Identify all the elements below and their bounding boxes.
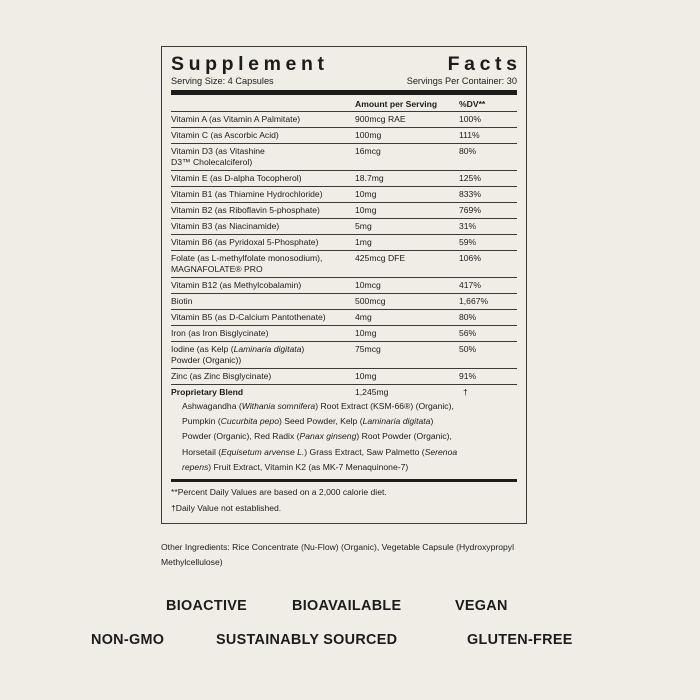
ingredient-line: Ashwagandha (Withania somnifera) Root Extract (KSM-66®) (Organic), — [182, 401, 454, 411]
nutrient-amount: 10mg — [355, 371, 377, 381]
proprietary-blend-header — [171, 387, 517, 398]
serving-size: Serving Size: 4 Capsules — [171, 76, 274, 86]
servings-per-container: Servings Per Container: 30 — [406, 76, 517, 86]
nutrient-amount: 900mcg RAE — [355, 114, 406, 124]
ingredient-line: Pumpkin (Cucurbita pepo) Seed Powder, Kelp (Laminaria digitata) — [182, 416, 434, 427]
table-row — [171, 235, 517, 251]
title-right: Facts — [447, 53, 522, 75]
footnote-dv: **Percent Daily Values are based on a 2,000 calorie diet. — [171, 487, 387, 498]
nutrient-name-line2: MAGNAFOLATE® PRO — [171, 264, 263, 274]
nutrient-amount: 10mcg — [355, 280, 381, 290]
table-row — [171, 219, 517, 235]
nutrient-amount: 10mg — [355, 189, 377, 199]
nutrient-dv: 100% — [459, 114, 481, 124]
nutrient-name: Vitamin B5 (as D-Calcium Pantothenate) — [171, 312, 326, 322]
title-left: Supplement — [171, 53, 329, 75]
nutrient-dv: 111% — [459, 130, 480, 140]
proprietary-blend — [171, 385, 517, 482]
nutrient-amount: 4mg — [355, 312, 372, 322]
nutrient-name-line1: Folate (as L-methylfolate monosodium), — [171, 253, 323, 263]
table-row — [171, 112, 517, 128]
nutrient-dv: 833% — [459, 189, 481, 199]
other-ingredients: Other Ingredients: Rice Concentrate (Nu-Flow) (Organic), Vegetable Capsule (Hydroxypropyl Methylcellulose) — [161, 542, 514, 567]
nutrient-amount: 425mcg DFE — [355, 253, 406, 263]
table-row — [171, 369, 517, 385]
table-row — [171, 203, 517, 219]
latin-name: Laminaria digitata — [233, 344, 302, 354]
table-row — [171, 187, 517, 203]
ingredient-line: repens) Fruit Extract, Vitamin K2 (as MK-7 Menaquinone-7) — [182, 461, 409, 472]
nutrient-name: Vitamin A (as Vitamin A Palmitate) — [171, 114, 301, 124]
nutrient-dv: 1,667% — [459, 296, 489, 306]
ingredient-line: Powder (Organic), Red Radix (Panax ginseng) Root Powder (Organic), — [182, 431, 452, 442]
dv-header: %DV** — [459, 99, 486, 109]
table-row — [171, 342, 517, 369]
nutrient-name: Biotin — [171, 296, 193, 306]
nutrient-name: Vitamin B1 (as Thiamine Hydrochloride) — [171, 189, 323, 199]
nutrient-dv: 125% — [459, 173, 481, 183]
nutrient-name: Vitamin B3 (as Niacinamide) — [171, 221, 280, 231]
badge-gluten-free: GLUTEN-FREE — [467, 632, 573, 648]
nutrient-amount: 16mcg — [355, 146, 381, 156]
proprietary-blend-dv: † — [463, 387, 468, 397]
supplement-facts-panel — [161, 46, 527, 524]
nutrient-dv: 769% — [459, 205, 481, 215]
nutrient-name: Iron (as Iron Bisglycinate) — [171, 328, 269, 338]
table-row — [171, 171, 517, 187]
column-header — [171, 95, 517, 112]
nutrient-amount: 75mcg — [355, 344, 381, 354]
footnote-dagger: †Daily Value not established. — [171, 502, 282, 513]
table-row — [171, 128, 517, 144]
nutrient-name: Vitamin C (as Ascorbic Acid) — [171, 130, 279, 140]
nutrient-name — [171, 344, 355, 366]
proprietary-blend-name: Proprietary Blend — [171, 387, 244, 397]
badge-sustainably-sourced: SUSTAINABLY SOURCED — [216, 632, 398, 648]
nutrient-name — [171, 146, 355, 168]
badge-bioavailable: BIOAVAILABLE — [292, 598, 402, 614]
nutrient-dv: 31% — [459, 221, 477, 231]
table-row — [171, 278, 517, 294]
nutrient-name-part: ) — [301, 344, 305, 354]
proprietary-blend-amount: 1,245mg — [355, 387, 389, 397]
proprietary-blend-ingredients — [171, 399, 517, 475]
nutrient-dv: 50% — [459, 344, 477, 354]
footnotes — [171, 482, 517, 516]
serving-info — [171, 75, 517, 95]
nutrient-amount: 100mg — [355, 130, 382, 140]
nutrient-name-line2: D3™ Cholecalciferol) — [171, 157, 253, 167]
nutrient-amount: 1mg — [355, 237, 372, 247]
nutrient-dv: 80% — [459, 146, 477, 156]
nutrient-dv: 59% — [459, 237, 477, 247]
nutrient-name-part: Iodine (as Kelp ( — [171, 344, 234, 354]
nutrient-amount: 5mg — [355, 221, 372, 231]
ingredient-line: Horsetail (Equisetum arvense L.) Grass Extract, Saw Palmetto (Serenoa — [182, 446, 458, 457]
nutrient-name-line2: Powder (Organic)) — [171, 355, 242, 365]
nutrient-amount: 500mcg — [355, 296, 386, 306]
nutrient-name: Zinc (as Zinc Bisglycinate) — [171, 371, 272, 381]
table-row — [171, 326, 517, 342]
nutrient-amount: 10mg — [355, 205, 377, 215]
table-row — [171, 144, 517, 171]
badge-non-gmo: NON-GMO — [91, 632, 165, 648]
badge-vegan: VEGAN — [455, 598, 508, 614]
badge-bioactive: BIOACTIVE — [166, 598, 248, 614]
nutrient-amount: 18.7mg — [355, 173, 384, 183]
amount-header: Amount per Serving — [355, 99, 438, 109]
nutrient-name-line1: Vitamin D3 (as Vitashine — [171, 146, 265, 156]
table-row — [171, 294, 517, 310]
nutrient-name — [171, 253, 355, 275]
table-row — [171, 251, 517, 278]
nutrient-dv: 56% — [459, 328, 477, 338]
nutrient-dv: 106% — [459, 253, 481, 263]
nutrient-dv: 80% — [459, 312, 477, 322]
nutrient-name: Vitamin B6 (as Pyridoxal 5-Phosphate) — [171, 237, 319, 247]
nutrient-dv: 91% — [459, 371, 477, 381]
panel-title — [171, 53, 522, 75]
nutrient-dv: 417% — [459, 280, 481, 290]
table-row — [171, 310, 517, 326]
nutrient-name: Vitamin B12 (as Methylcobalamin) — [171, 280, 302, 290]
nutrient-name: Vitamin B2 (as Riboflavin 5-phosphate) — [171, 205, 320, 215]
nutrient-name: Vitamin E (as D-alpha Tocopherol) — [171, 173, 302, 183]
nutrient-amount: 10mg — [355, 328, 377, 338]
